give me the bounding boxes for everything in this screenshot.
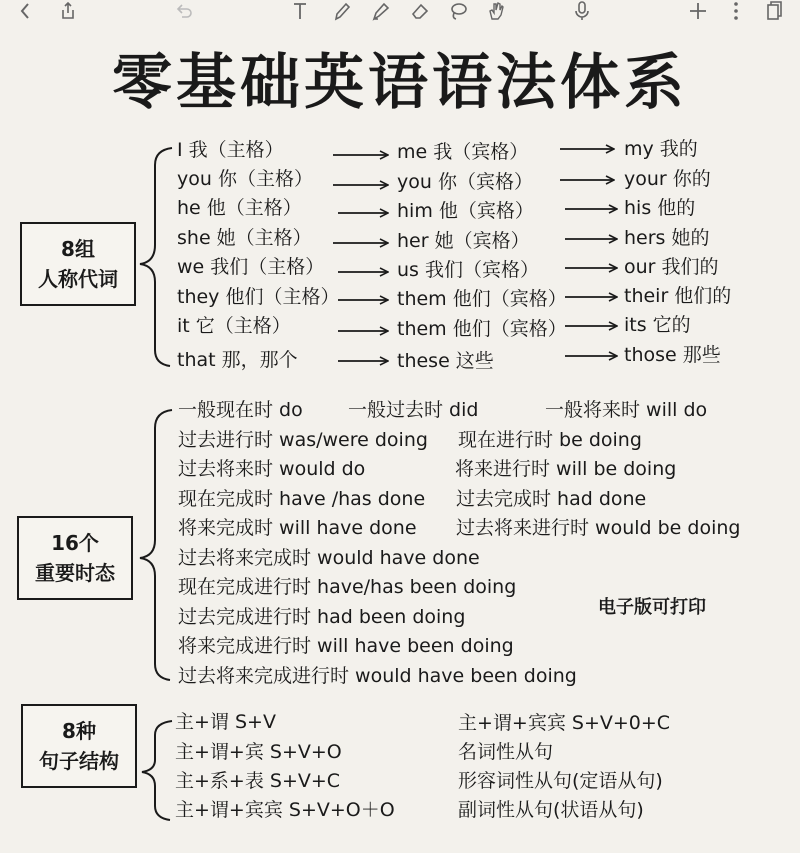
- object-pronoun: you 你（宾格）: [397, 171, 533, 193]
- tense-item: 过去完成进行时 had been doing: [178, 606, 466, 628]
- object-pronoun: us 我们（宾格）: [397, 259, 539, 281]
- tense-item: 现在完成进行时 have/has been doing: [178, 576, 517, 598]
- tense-item: 过去将来时 would do: [178, 458, 366, 480]
- section-pronouns-title: 人称代词: [38, 267, 118, 291]
- object-pronoun: me 我（宾格）: [397, 141, 529, 163]
- possessive-pronoun: your 你的: [624, 168, 711, 190]
- possessive-pronoun: those 那些: [624, 344, 721, 366]
- clause-type: 名词性从句: [458, 741, 554, 763]
- possessive-pronoun: my 我的: [624, 138, 698, 160]
- subject-pronoun: you 你（主格）: [177, 168, 313, 190]
- tense-item: 过去将来完成时 would have done: [178, 547, 480, 569]
- sentence-structure: 主+系+表 S+V+C: [175, 770, 341, 792]
- section-tenses-count: 16个: [51, 531, 99, 555]
- tense-item: 将来完成时 will have done: [178, 517, 417, 539]
- subject-pronoun: we 我们（主格）: [177, 256, 325, 278]
- tense-item: 过去进行时 was/were doing: [178, 429, 428, 451]
- section-structures-count: 8种: [62, 719, 96, 743]
- sentence-structure: 主+谓+宾 S+V+O: [175, 741, 342, 763]
- possessive-pronoun: our 我们的: [624, 256, 719, 278]
- possessive-pronoun: his 他的: [624, 197, 696, 219]
- tense-item: 过去将来进行时 would be doing: [456, 517, 741, 539]
- tense-item: 将来完成进行时 will have been doing: [178, 635, 514, 657]
- page-title: 零基础英语语法体系: [112, 48, 688, 118]
- tense-item: 将来进行时 will be doing: [455, 458, 677, 480]
- tense-item: 现在进行时 be doing: [458, 429, 642, 451]
- sentence-structure: 主+谓+宾宾 S+V+O＋O: [175, 799, 395, 821]
- subject-pronoun: it 它（主格）: [177, 315, 291, 337]
- sentence-structure: 主+谓 S+V: [175, 711, 276, 733]
- subject-pronoun: I 我（主格）: [177, 139, 284, 161]
- section-pronouns-count: 8组: [61, 237, 95, 261]
- subject-pronoun: she 她（主格）: [177, 227, 312, 249]
- possessive-pronoun: their 他们的: [624, 285, 732, 307]
- printable-note: 电子版可打印: [598, 597, 706, 618]
- section-structures-title: 句子结构: [39, 749, 119, 773]
- object-pronoun: her 她（宾格）: [397, 230, 530, 252]
- tense-item: 一般将来时 will do: [545, 399, 708, 421]
- object-pronoun: these 这些: [397, 350, 494, 372]
- object-pronoun: them 他们（宾格）: [397, 288, 567, 310]
- tense-item: 过去将来完成进行时 would have been doing: [178, 665, 577, 687]
- tense-item: 一般现在时 do: [178, 399, 303, 421]
- section-tenses-label: [17, 516, 133, 600]
- object-pronoun: them 他们（宾格）: [397, 318, 567, 340]
- subject-pronoun: that 那，那个: [177, 349, 298, 371]
- section-structures-label: [21, 704, 137, 788]
- possessive-pronoun: hers 她的: [624, 227, 710, 249]
- tense-item: 一般过去时 did: [348, 399, 479, 421]
- tense-item: 过去完成时 had done: [456, 488, 647, 510]
- clause-type: 形容词性从句(定语从句): [458, 770, 663, 792]
- sentence-structure: 主+谓+宾宾 S+V+0+C: [458, 712, 671, 734]
- object-pronoun: him 他（宾格）: [397, 200, 534, 222]
- section-pronouns-label: [20, 222, 136, 306]
- subject-pronoun: he 他（主格）: [177, 197, 302, 219]
- section-tenses-title: 重要时态: [35, 561, 115, 585]
- possessive-pronoun: its 它的: [624, 314, 691, 336]
- clause-type: 副词性从句(状语从句): [458, 799, 644, 821]
- tense-item: 现在完成时 have /has done: [178, 488, 426, 510]
- subject-pronoun: they 他们（主格）: [177, 286, 340, 308]
